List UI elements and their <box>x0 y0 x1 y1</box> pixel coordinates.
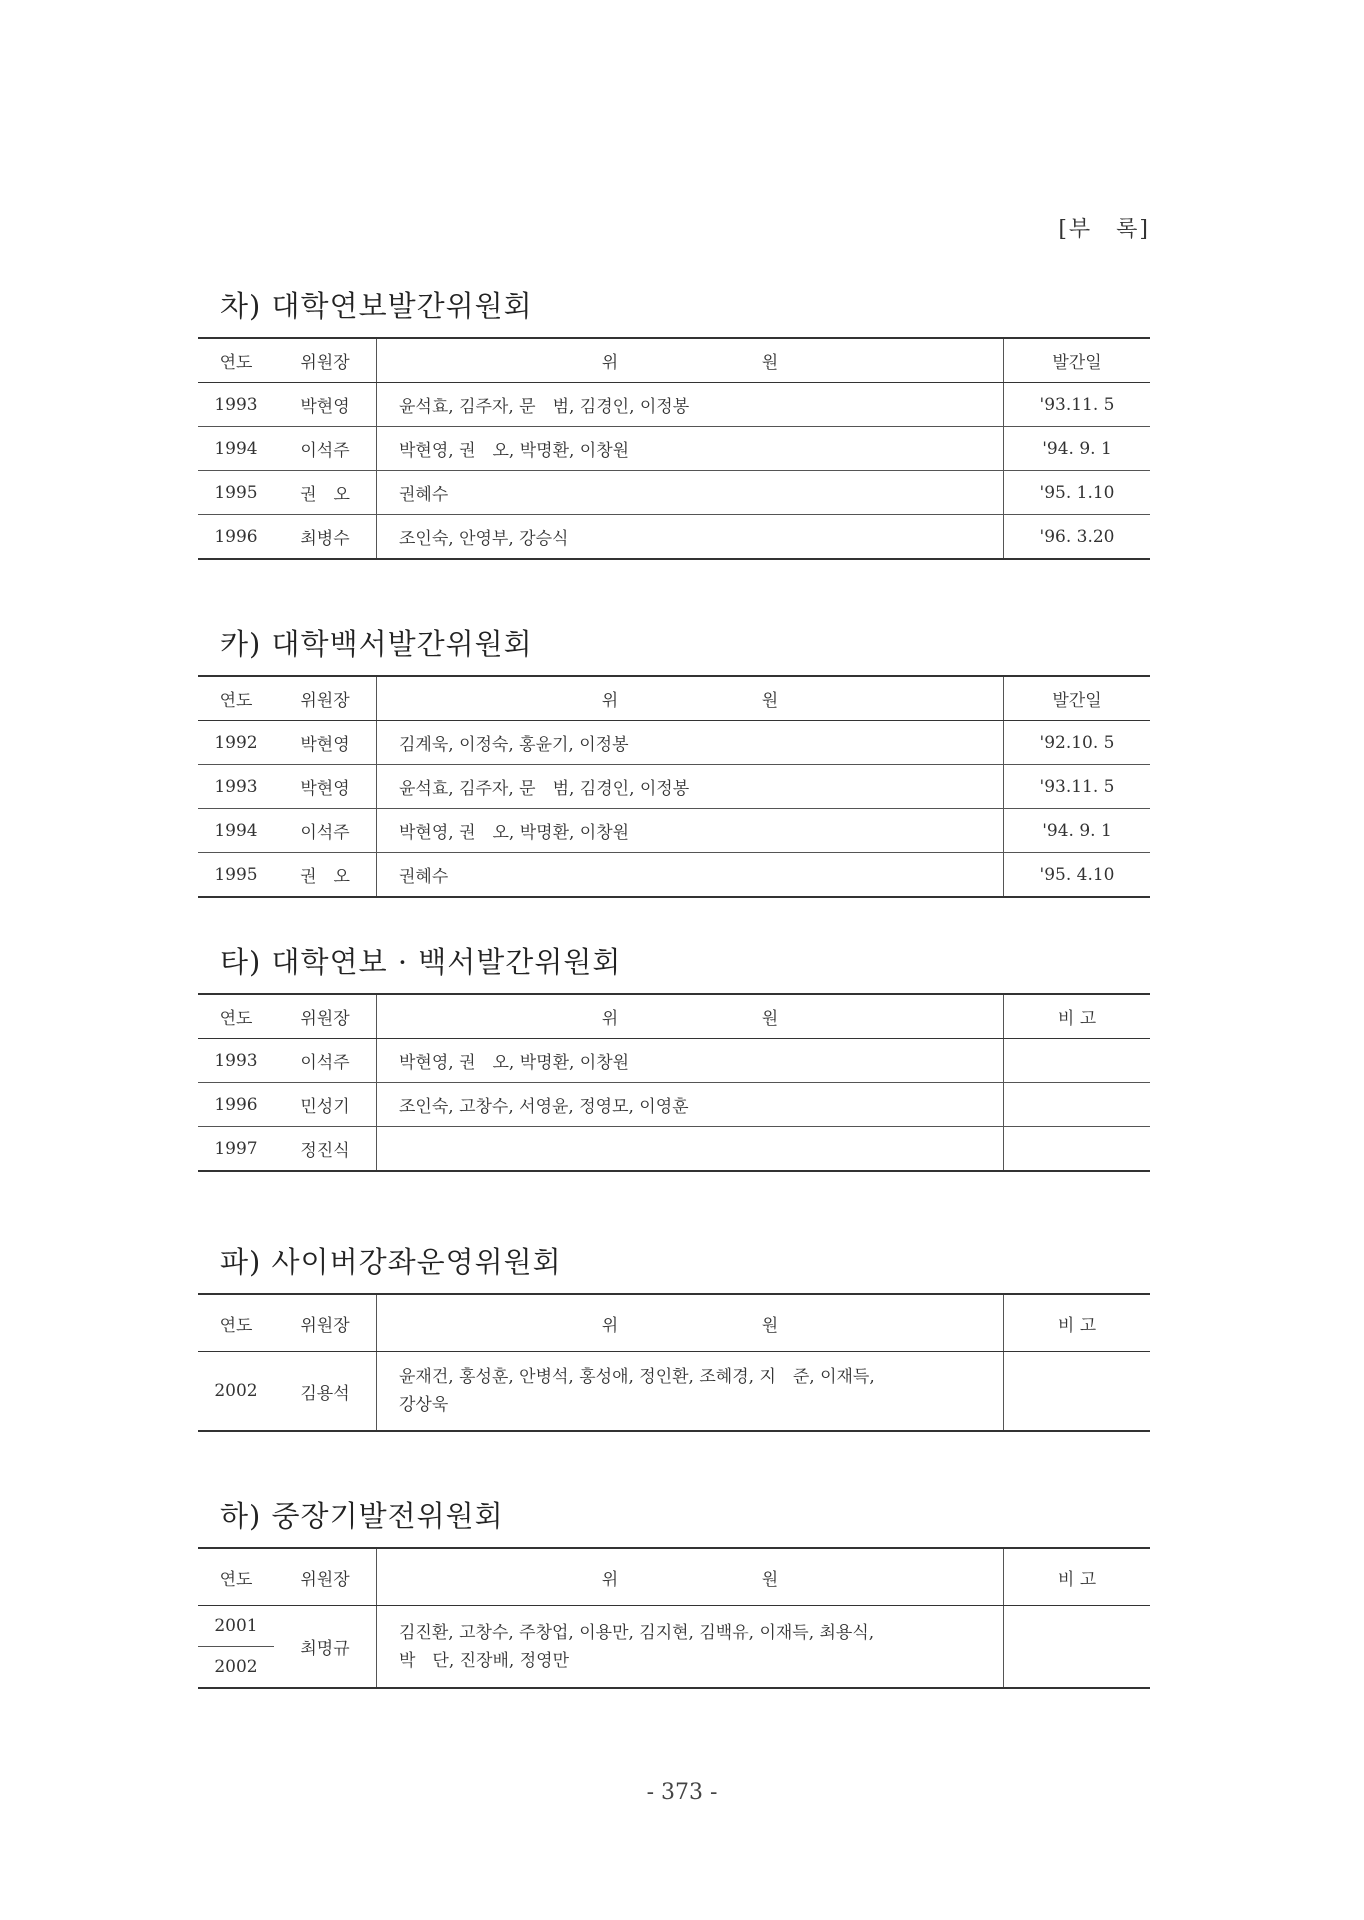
section-title: 파) 사이버강좌운영위원회 <box>220 1245 562 1279</box>
cell-chair: 이석주 <box>274 427 377 471</box>
col-remarks: 비 고 <box>1004 1294 1151 1352</box>
cell-remarks <box>1004 1127 1151 1172</box>
table-row <box>198 721 1150 765</box>
cell-chair: 최병수 <box>274 515 377 560</box>
col-chair: 위원장 <box>274 994 377 1039</box>
cell-year: 1996 <box>198 1083 274 1127</box>
cell-members <box>377 1127 1004 1172</box>
table-row <box>198 471 1150 515</box>
table-row <box>198 853 1150 898</box>
cell-year: 1993 <box>198 1039 274 1083</box>
table-header-row <box>198 994 1150 1039</box>
table-row <box>198 1606 1150 1689</box>
cell-members: 조인숙, 고창수, 서영윤, 정영모, 이영훈 <box>377 1083 1004 1127</box>
table-header-row <box>198 1294 1150 1352</box>
cell-members: 윤석효, 김주자, 문 범, 김경인, 이정봉 <box>377 383 1004 427</box>
col-members-part1: 위 <box>601 353 619 373</box>
section-title: 타) 대학연보 · 백서발간위원회 <box>220 945 622 979</box>
committee-table <box>198 1293 1150 1432</box>
col-members <box>377 994 1004 1039</box>
section-yearbook-whitepaper-committee <box>198 940 1150 1172</box>
cell-members: 윤석효, 김주자, 문 범, 김경인, 이정봉 <box>377 765 1004 809</box>
table-row <box>198 1039 1150 1083</box>
cell-chair: 정진식 <box>274 1127 377 1172</box>
col-members-part1: 위 <box>601 691 619 711</box>
cell-chair: 최명규 <box>274 1606 377 1689</box>
section-cyber-course-committee <box>198 1240 1150 1432</box>
col-members-part1: 위 <box>601 1569 619 1590</box>
page-number: - 373 - <box>646 1780 718 1805</box>
cell-remarks <box>1004 1352 1151 1432</box>
cell-members: 김계욱, 이정숙, 홍윤기, 이정봉 <box>377 721 1004 765</box>
committee-table <box>198 675 1150 898</box>
col-year: 연도 <box>198 1294 274 1352</box>
cell-chair: 김용석 <box>274 1352 377 1432</box>
col-date: 발간일 <box>1004 676 1151 721</box>
cell-members <box>377 1352 1004 1432</box>
cell-year: 1997 <box>198 1127 274 1172</box>
section-long-term-development-committee <box>198 1494 1150 1689</box>
members-line-2: 강상욱 <box>399 1395 449 1415</box>
cell-year: 1992 <box>198 721 274 765</box>
col-members-part2: 원 <box>761 1569 779 1590</box>
col-chair: 위원장 <box>274 1294 377 1352</box>
table-header-row <box>198 676 1150 721</box>
cell-members: 권혜수 <box>377 853 1004 898</box>
cell-remarks <box>1004 1606 1151 1689</box>
section-title: 차) 대학연보발간위원회 <box>220 289 533 323</box>
col-chair: 위원장 <box>274 338 377 383</box>
cell-members: 박현영, 권 오, 박명환, 이창원 <box>377 1039 1004 1083</box>
cell-chair: 권 오 <box>274 471 377 515</box>
cell-date: '93.11. 5 <box>1004 383 1151 427</box>
section-title: 카) 대학백서발간위원회 <box>220 627 533 661</box>
cell-date: '94. 9. 1 <box>1004 427 1151 471</box>
table-row <box>198 1083 1150 1127</box>
col-remarks: 비 고 <box>1004 1548 1151 1606</box>
col-members-part1: 위 <box>601 1315 619 1336</box>
cell-date: '94. 9. 1 <box>1004 809 1151 853</box>
col-date: 발간일 <box>1004 338 1151 383</box>
col-members <box>377 1548 1004 1606</box>
cell-date: '96. 3.20 <box>1004 515 1151 560</box>
cell-chair: 이석주 <box>274 809 377 853</box>
table-header-row <box>198 338 1150 383</box>
col-members <box>377 1294 1004 1352</box>
cell-year: 1993 <box>198 765 274 809</box>
cell-members: 박현영, 권 오, 박명환, 이창원 <box>377 809 1004 853</box>
col-members-part2: 원 <box>761 1315 779 1336</box>
members-line-2: 박 단, 진장배, 정영만 <box>399 1650 569 1671</box>
cell-year: 1996 <box>198 515 274 560</box>
table-row <box>198 383 1150 427</box>
col-members-part2: 원 <box>761 353 779 373</box>
table-row <box>198 765 1150 809</box>
col-year: 연도 <box>198 1548 274 1606</box>
col-members <box>377 338 1004 383</box>
cell-chair: 박현영 <box>274 765 377 809</box>
col-members-part2: 원 <box>761 1009 779 1029</box>
col-chair: 위원장 <box>274 1548 377 1606</box>
cell-members <box>377 1606 1004 1689</box>
cell-members: 박현영, 권 오, 박명환, 이창원 <box>377 427 1004 471</box>
members-line-1: 김진환, 고창수, 주창업, 이용만, 김지현, 김백유, 이재득, 최용식, <box>399 1622 875 1643</box>
table-row <box>198 515 1150 560</box>
col-remarks: 비 고 <box>1004 994 1151 1039</box>
table-row <box>198 809 1150 853</box>
cell-year: 1994 <box>198 809 274 853</box>
cell-date: '95. 4.10 <box>1004 853 1151 898</box>
col-year: 연도 <box>198 994 274 1039</box>
cell-members: 조인숙, 안영부, 강승식 <box>377 515 1004 560</box>
section-yearbook-committee <box>198 284 1150 560</box>
members-line-1: 윤재건, 홍성훈, 안병석, 홍성애, 정인환, 조혜경, 지 준, 이재득, <box>399 1367 875 1387</box>
cell-year: 1995 <box>198 471 274 515</box>
cell-chair: 이석주 <box>274 1039 377 1083</box>
committee-table <box>198 993 1150 1172</box>
col-year: 연도 <box>198 338 274 383</box>
cell-chair: 권 오 <box>274 853 377 898</box>
cell-year: 1993 <box>198 383 274 427</box>
col-members-part1: 위 <box>601 1009 619 1029</box>
cell-chair: 민성기 <box>274 1083 377 1127</box>
year-2: 2002 <box>214 1657 258 1677</box>
col-year: 연도 <box>198 676 274 721</box>
committee-table <box>198 1547 1150 1689</box>
table-row <box>198 1127 1150 1172</box>
page-header: [부 록] <box>1058 217 1150 242</box>
col-members-part2: 원 <box>761 691 779 711</box>
cell-chair: 박현영 <box>274 721 377 765</box>
section-title: 하) 중장기발전위원회 <box>220 1499 504 1533</box>
cell-members: 권혜수 <box>377 471 1004 515</box>
cell-year: 2002 <box>198 1352 274 1432</box>
col-chair: 위원장 <box>274 676 377 721</box>
cell-date: '93.11. 5 <box>1004 765 1151 809</box>
cell-chair: 박현영 <box>274 383 377 427</box>
col-members <box>377 676 1004 721</box>
year-1: 2001 <box>198 1606 274 1647</box>
table-row <box>198 427 1150 471</box>
cell-remarks <box>1004 1083 1151 1127</box>
section-whitepaper-committee <box>198 622 1150 898</box>
cell-year <box>198 1606 274 1689</box>
table-row <box>198 1352 1150 1432</box>
cell-year: 1995 <box>198 853 274 898</box>
cell-year: 1994 <box>198 427 274 471</box>
cell-remarks <box>1004 1039 1151 1083</box>
committee-table <box>198 337 1150 560</box>
cell-date: '92.10. 5 <box>1004 721 1151 765</box>
table-header-row <box>198 1548 1150 1606</box>
cell-date: '95. 1.10 <box>1004 471 1151 515</box>
